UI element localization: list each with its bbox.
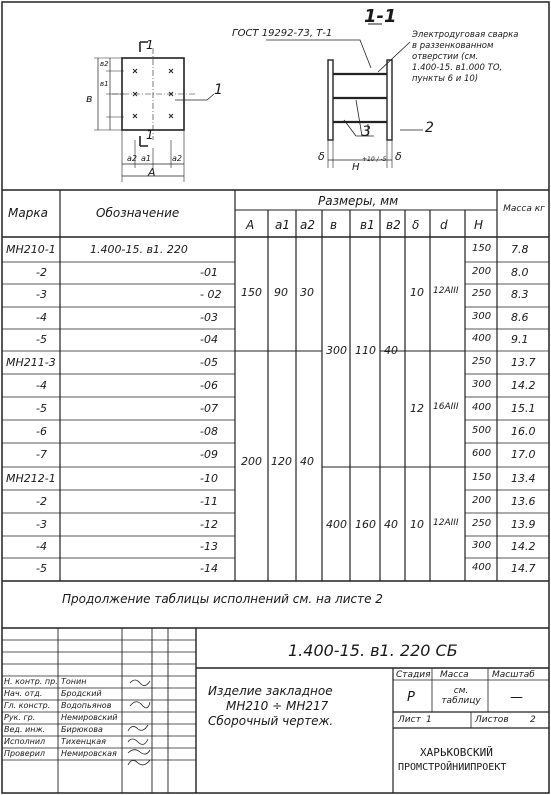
row-7-suffix: -07	[200, 402, 218, 415]
row-0-H: 150	[472, 243, 492, 254]
dim-a1: а1	[141, 154, 151, 163]
row-7-marka: -5	[36, 402, 47, 415]
weld-note-line-3: отверстии (см.	[412, 52, 479, 62]
group-A-200: 200	[241, 455, 262, 468]
dim-delta-left: δ	[318, 150, 325, 163]
row-11-mass: 13.6	[511, 495, 536, 508]
sheets-value: 2	[530, 715, 536, 725]
col-header-2: а2	[300, 218, 315, 232]
group-d-12: 12АIII	[433, 286, 459, 296]
name-3: Немировский	[61, 713, 118, 722]
header-marka: Марка	[8, 206, 48, 220]
dim-a2-right: а2	[172, 154, 182, 163]
row-9-marka: -7	[36, 448, 47, 461]
document-number: 1.400-15. в1. 220 СБ	[288, 641, 458, 660]
row-10-suffix: -10	[200, 472, 218, 485]
row-12-mass: 13.9	[511, 518, 536, 531]
row-8-H: 500	[472, 425, 492, 436]
row-11-H: 200	[472, 495, 492, 506]
dim-delta-right: δ	[395, 150, 402, 163]
group-delta-10: 10	[410, 286, 424, 299]
row-6-suffix: -06	[200, 379, 218, 392]
row-9-mass: 17.0	[511, 448, 536, 461]
section-label: 1-1	[364, 6, 397, 27]
col-header-4: в1	[360, 218, 375, 232]
name-0: Тонин	[61, 677, 87, 686]
scale-label: Масштаб	[492, 670, 535, 680]
col-header-6: δ	[412, 218, 420, 232]
role-3: Рук. гр.	[4, 713, 36, 722]
row-14-H: 400	[472, 562, 492, 573]
group-b2-40: 40	[384, 344, 398, 357]
header-massa: Масса кг	[503, 204, 545, 214]
col-header-0: А	[246, 218, 255, 232]
row-4-mass: 9.1	[511, 333, 529, 346]
row-13-H: 300	[472, 540, 492, 551]
cut-mark-bottom: 1	[146, 128, 154, 142]
gost-note: ГОСТ 19292-73, Т-1	[232, 28, 333, 39]
group-a1-90: 90	[274, 286, 288, 299]
group-a1-120: 120	[271, 455, 292, 468]
name-6: Немировская	[61, 749, 117, 758]
row-2-suffix: - 02	[200, 288, 222, 301]
row-14-marka: -5	[36, 562, 47, 575]
dim-a2-left: а2	[127, 154, 137, 163]
row-lines	[2, 262, 549, 558]
row-3-suffix: -03	[200, 311, 218, 324]
role-1: Нач. отд.	[4, 689, 43, 698]
group-delta-12: 12	[410, 402, 424, 415]
scale-value: —	[510, 690, 523, 705]
title-line-1: Изделие закладное	[208, 684, 333, 698]
group-b-400: 400	[326, 518, 347, 531]
role-6: Проверил	[4, 749, 46, 758]
dim-b2: в2	[100, 60, 109, 68]
title-line-2: МН210 ÷ МН217	[226, 699, 329, 713]
name-2: Водопьянов	[61, 701, 112, 710]
row-12-H: 250	[472, 518, 492, 529]
org-line-1: ХАРЬКОВСКИЙ	[420, 746, 493, 759]
row-5-H: 250	[472, 356, 492, 367]
row-10-mass: 13.4	[511, 472, 536, 485]
org-line-2: ПРОМСТРОЙНИИПРОЕКТ	[398, 762, 507, 773]
group-b-300: 300	[326, 344, 347, 357]
row-4-marka: -5	[36, 333, 47, 346]
group-a2-30: 30	[300, 286, 314, 299]
row-1-mass: 8.0	[511, 266, 529, 279]
group-b2-40b: 40	[384, 518, 398, 531]
group-delta-10b: 10	[410, 518, 424, 531]
row-13-marka: -4	[36, 540, 47, 553]
weld-note	[412, 30, 519, 85]
stage-label: Стадия	[396, 670, 431, 680]
row-7-H: 400	[472, 402, 492, 413]
dim-H-tolerance: +10 / -5	[362, 156, 387, 163]
dim-A: А	[148, 166, 156, 179]
weld-note-line-1: Электродуговая сварка	[412, 30, 519, 40]
row-14-suffix: -14	[200, 562, 218, 575]
group-b1-110: 110	[355, 344, 376, 357]
group-a2-40: 40	[300, 455, 314, 468]
role-0: Н. контр. пр.	[4, 677, 58, 686]
dim-b1: в1	[100, 80, 109, 88]
name-1: Бродский	[61, 689, 102, 698]
cut-mark-top: 1	[146, 38, 154, 52]
row-8-marka: -6	[36, 425, 47, 438]
row-10-H: 150	[472, 472, 492, 483]
row-12-suffix: -12	[200, 518, 218, 531]
signatures	[128, 680, 150, 765]
role-5: Исполнил	[4, 737, 46, 746]
row-3-mass: 8.6	[511, 311, 529, 324]
row-13-mass: 14.2	[511, 540, 536, 553]
row-0-designation: 1.400-15. в1. 220	[90, 243, 188, 256]
row-2-marka: -3	[36, 288, 47, 301]
row-0-marka: МН210-1	[6, 243, 56, 256]
title-line-3: Сборочный чертеж.	[208, 714, 334, 728]
row-7-mass: 15.1	[511, 402, 536, 415]
row-11-marka: -2	[36, 495, 47, 508]
name-4: Бирюкова	[61, 725, 103, 734]
row-4-H: 400	[472, 333, 492, 344]
part-label-2: 2	[425, 120, 434, 136]
mass-value: см. таблицу	[441, 686, 481, 706]
row-6-marka: -4	[36, 379, 47, 392]
row-2-H: 250	[472, 288, 492, 299]
row-14-mass: 14.7	[511, 562, 536, 575]
row-12-marka: -3	[36, 518, 47, 531]
continuation-note: Продолжение таблицы исполнений см. на листе 2	[62, 592, 383, 606]
sheets-label: Листов	[475, 715, 509, 725]
stage-value: Р	[407, 690, 415, 705]
col-header-7: d	[440, 218, 448, 232]
drawing-title	[208, 684, 333, 729]
weld-note-line-4: 1.400-15. в1.000 ТО,	[412, 63, 503, 73]
section-view	[266, 24, 423, 168]
group-d-12b: 12АIII	[433, 518, 459, 528]
row-8-mass: 16.0	[511, 425, 536, 438]
row-1-suffix: -01	[200, 266, 218, 279]
row-5-marka: МН211-3	[6, 356, 56, 369]
row-1-H: 200	[472, 266, 492, 277]
row-8-suffix: -08	[200, 425, 218, 438]
part-label-1: 1	[214, 82, 223, 98]
group-d-16: 16АIII	[433, 402, 459, 412]
row-2-mass: 8.3	[511, 288, 529, 301]
plate-plan-view	[94, 42, 214, 182]
header-razmery: Размеры, мм	[318, 194, 399, 208]
col-header-3: в	[330, 218, 338, 232]
row-10-marka: МН212-1	[6, 472, 56, 485]
table-grid	[2, 190, 549, 581]
row-5-mass: 13.7	[511, 356, 536, 369]
header-oboznachenie: Обозначение	[96, 206, 180, 220]
sheet-value: 1	[426, 715, 432, 725]
weld-note-line-2: в раззенкованном	[412, 41, 494, 51]
col-header-5: в2	[386, 218, 401, 232]
col-header-8: Н	[474, 218, 484, 232]
row-3-H: 300	[472, 311, 492, 322]
name-5: Тихенцкая	[61, 737, 106, 746]
dim-H: Н	[352, 162, 360, 173]
dim-b: в	[86, 92, 93, 105]
row-6-mass: 14.2	[511, 379, 536, 392]
row-11-suffix: -11	[200, 495, 218, 508]
row-6-H: 300	[472, 379, 492, 390]
sheet-label: Лист	[398, 715, 421, 725]
row-13-suffix: -13	[200, 540, 218, 553]
col-header-1: а1	[275, 218, 290, 232]
group-b1-160: 160	[355, 518, 376, 531]
row-0-mass: 7.8	[511, 243, 529, 256]
row-5-suffix: -05	[200, 356, 218, 369]
mass-label: Масса	[440, 670, 469, 680]
part-label-3: 3	[362, 124, 371, 140]
role-2: Гл. констр.	[4, 701, 51, 710]
row-9-H: 600	[472, 448, 492, 459]
row-9-suffix: -09	[200, 448, 218, 461]
row-3-marka: -4	[36, 311, 47, 324]
role-4: Вед. инж.	[4, 725, 46, 734]
group-A-150: 150	[241, 286, 262, 299]
weld-note-line-5: пункты 6 и 10)	[412, 74, 479, 84]
row-4-suffix: -04	[200, 333, 218, 346]
row-1-marka: -2	[36, 266, 47, 279]
